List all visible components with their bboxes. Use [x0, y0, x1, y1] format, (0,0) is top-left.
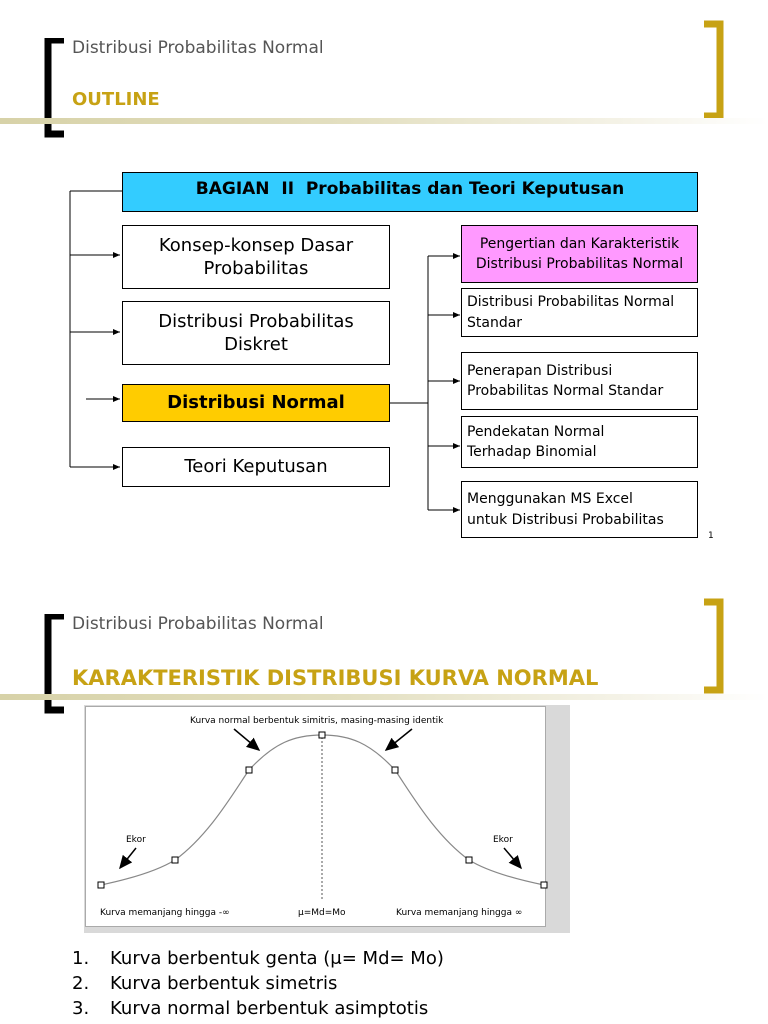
- left-box-diskret-line1: Distribusi Probabilitas: [158, 310, 354, 332]
- page-number: 1: [708, 531, 714, 541]
- curve-point-marker: [98, 882, 104, 888]
- characteristics-list: [72, 946, 444, 1021]
- right-bracket-decoration: [700, 598, 726, 694]
- figure-left-axis-label: Kurva memanjang hingga -∞: [100, 908, 230, 918]
- list-item-number: 3.: [72, 998, 90, 1019]
- right-box-penerapan: [461, 352, 698, 410]
- curve-point-marker: [466, 857, 472, 863]
- right-box-pendekatan-line2: Terhadap Binomial: [467, 444, 597, 460]
- arrow-to-left-shoulder: [234, 729, 259, 750]
- list-item-text: Kurva berbentuk genta (μ= Md= Mo): [110, 948, 444, 969]
- figure-right-axis-label: Kurva memanjang hingga ∞: [396, 908, 523, 918]
- left-box-diskret: [122, 301, 390, 365]
- outline-header-box: [122, 172, 698, 212]
- arrow-right-tail: [504, 848, 521, 868]
- slide-subtitle: Distribusi Probabilitas Normal: [72, 38, 324, 58]
- list-item: [72, 946, 444, 971]
- figure-right-tail-label: Ekor: [493, 835, 513, 845]
- right-box-ms-excel-line2: untuk Distribusi Probabilitas: [467, 511, 664, 528]
- right-box-pendekatan-line1: Pendekatan Normal: [467, 423, 605, 440]
- normal-curve-figure: [84, 705, 570, 933]
- curve-point-marker: [541, 882, 547, 888]
- right-box-normal-standar-line2: Standar: [467, 314, 523, 331]
- right-box-penerapan-line2: Probabilitas Normal Standar: [467, 383, 664, 399]
- figure-left-tail-label: Ekor: [126, 835, 146, 845]
- left-box-distribusi-normal: [122, 384, 390, 422]
- curve-point-marker: [172, 857, 178, 863]
- arrow-to-right-shoulder: [386, 729, 412, 750]
- curve-point-marker: [246, 767, 252, 773]
- heading-underline-bar: [0, 694, 768, 700]
- slide-heading: KARAKTERISTIK DISTRIBUSI KURVA NORMAL: [72, 666, 599, 690]
- right-box-ms-excel: [461, 481, 698, 538]
- right-box-normal-standar: [461, 288, 698, 337]
- left-box-teori-keputusan: [122, 447, 390, 487]
- figure-center-axis-label: μ=Md=Mo: [298, 908, 346, 918]
- slide-heading: OUTLINE: [72, 89, 160, 110]
- arrow-left-tail: [120, 848, 136, 868]
- right-box-penerapan-line1: Penerapan Distribusi: [467, 362, 613, 379]
- left-box-teori-keputusan-label: Teori Keputusan: [184, 456, 328, 478]
- left-box-konsep-line2: Probabilitas: [203, 258, 309, 279]
- curve-point-marker: [392, 767, 398, 773]
- left-box-konsep: [122, 225, 390, 289]
- normal-curve-svg: [84, 705, 570, 933]
- left-box-konsep-line1: Konsep-konsep Dasar: [158, 234, 354, 256]
- left-box-distribusi-normal-label: Distribusi Normal: [167, 392, 345, 414]
- list-item-text: Kurva normal berbentuk asimptotis: [110, 998, 429, 1019]
- figure-top-label: Kurva normal berbentuk simitris, masing-masing identik: [190, 716, 444, 726]
- slide-subtitle: Distribusi Probabilitas Normal: [72, 614, 324, 634]
- list-item-number: 1.: [72, 948, 90, 969]
- list-item: [72, 996, 444, 1021]
- left-box-diskret-line2: Diskret: [224, 334, 288, 355]
- outline-header-text: BAGIAN II Probabilitas dan Teori Keputusan: [195, 179, 625, 199]
- right-box-pengertian-line1: Pengertian dan Karakteristik: [479, 235, 680, 252]
- curve-point-marker: [319, 732, 325, 738]
- list-item-text: Kurva berbentuk simetris: [110, 973, 338, 994]
- right-box-ms-excel-line1: Menggunakan MS Excel: [467, 491, 633, 508]
- right-box-normal-standar-line1: Distribusi Probabilitas Normal: [467, 294, 675, 311]
- right-box-pendekatan: [461, 416, 698, 468]
- list-item-number: 2.: [72, 973, 90, 994]
- right-box-pengertian-line2: Distribusi Probabilitas Normal: [475, 256, 684, 272]
- list-item: [72, 971, 444, 996]
- right-box-pengertian: [461, 225, 698, 283]
